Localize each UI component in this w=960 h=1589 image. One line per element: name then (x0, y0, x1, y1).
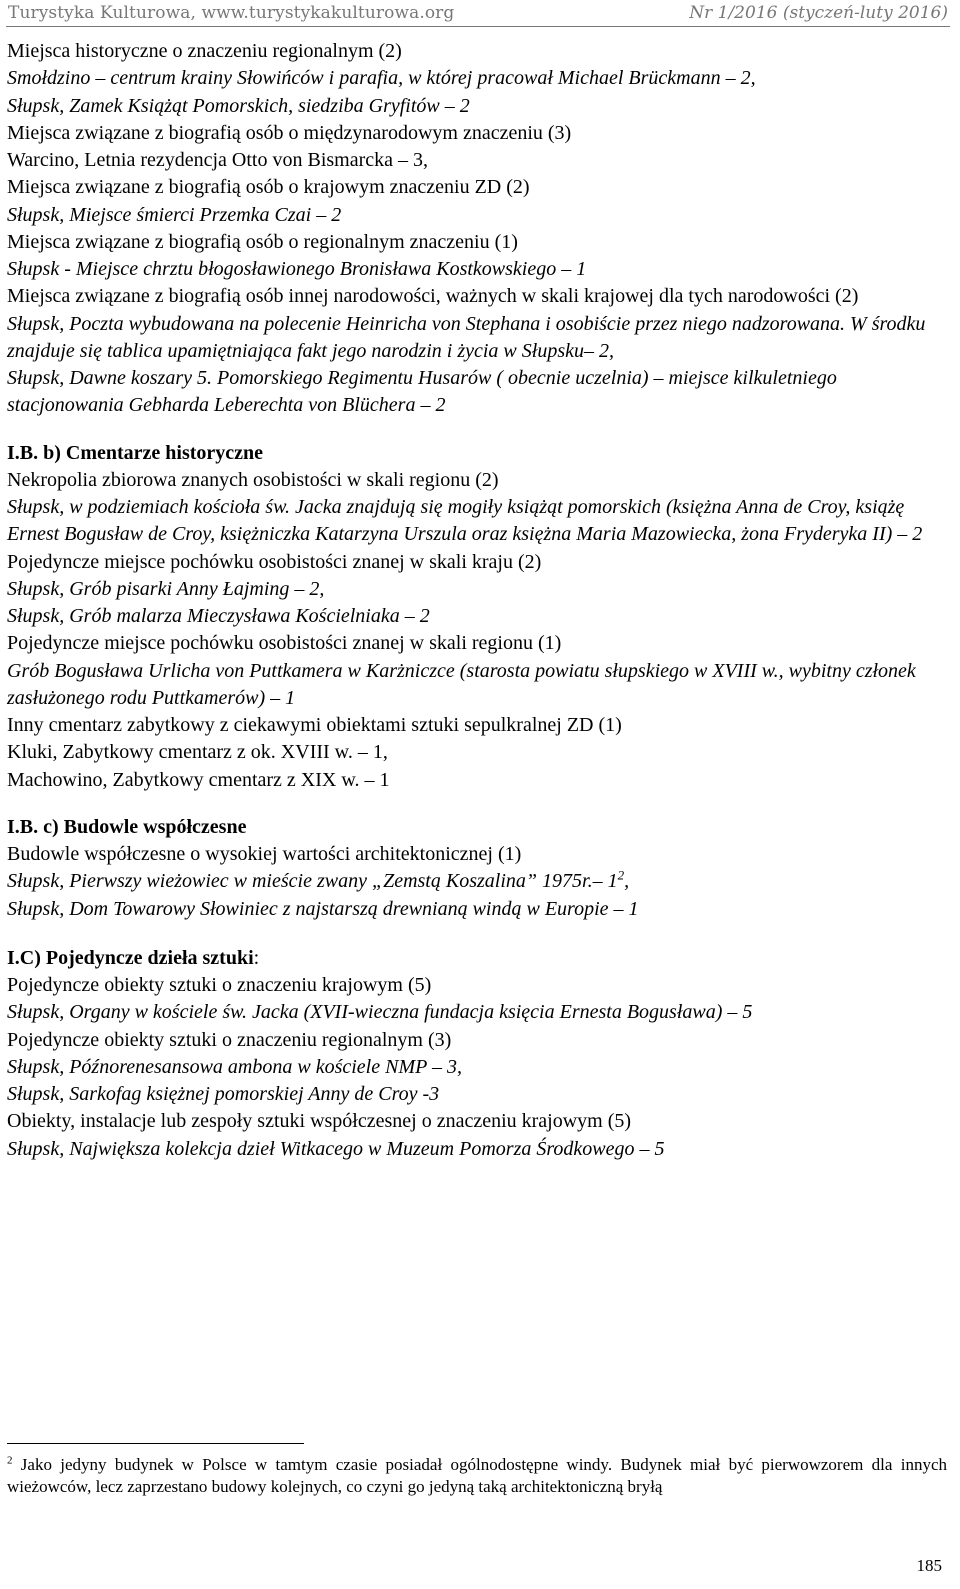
section-heading (7, 814, 949, 841)
entry-tail: , (624, 870, 630, 893)
category-line: Inny cmentarz zabytkowy z ciekawymi obiektami sztuki sepulkralnej ZD (1) (7, 714, 622, 736)
section-title: c) Budowle współczesne (43, 815, 247, 838)
entry-line: Machowino, Zabytkowy cmentarz z XIX w. – 1 (7, 768, 390, 791)
entry-paragraph: Grób Bogusława Urlicha von Puttkamera w Karżniczce (starosta powiatu słupskiego w XVIII w., wybitny członek zasłużonego rodu Puttkamerów) – 1 (7, 659, 916, 709)
section-title: I.C) Pojedyncze dzieła sztuki (7, 946, 254, 969)
category-line: Miejsca związane z biografią osób o międzynarodowym znaczeniu (3) (7, 121, 572, 144)
category-line: Miejsca związane z biografią osób o regionalnym znaczeniu (1) (7, 230, 518, 253)
entry-paragraph: Słupsk, Poczta wybudowana na polecenie Heinricha von Stephana i osobiście przez niego nadzorowana. W środku znajduje się tablica upamiętniająca fakt jego narodzin i życia w Słupsku– 2, (7, 312, 926, 362)
section-prefix: I.B. (7, 815, 39, 838)
entry-line: Słupsk, Grób pisarki Anny Łajming – 2, (7, 577, 325, 600)
entry-line: Warcino, Letnia rezydencja Otto von Bismarcka – 3, (7, 149, 429, 171)
entry-line: Słupsk, Organy w kościele św. Jacka (XVII-wieczna fundacja księcia Ernesta Bogusława) – 5 (7, 1001, 753, 1024)
category-line: Budowle współczesne o wysokiej wartości architektonicznej (1) (7, 843, 522, 865)
entry-line: Słupsk, Miejsce śmierci Przemka Czai – 2 (7, 203, 342, 226)
page-number: 185 (916, 1556, 942, 1575)
category-line: Pojedyncze miejsce pochówku osobistości znanej w skali regionu (1) (7, 632, 562, 655)
footnote-number: 2 (7, 1454, 13, 1467)
entry-line: Słupsk - Miejsce chrztu błogosławionego Bronisława Kostkowskiego – 1 (7, 258, 587, 280)
section-title: b) Cmentarze historyczne (43, 441, 264, 464)
entry-line: Kluki, Zabytkowy cmentarz z ok. XVIII w. – 1, (7, 741, 388, 764)
footnote-divider (7, 1443, 304, 1444)
entry-text: Słupsk, Pierwszy wieżowiec w mieście zwany „Zemstą Koszalina” 1975r.– 1 (7, 870, 618, 893)
entry-line: Słupsk, Późnorenesansowa ambona w kościele NMP – 3, (7, 1055, 462, 1078)
footnote (7, 1454, 947, 1498)
entry-line: Słupsk, Grób malarza Mieczysława Kościelniaka – 2 (7, 605, 430, 627)
entry-line: Słupsk, Zamek Książąt Pomorskich, siedziba Gryfitów – 2 (7, 94, 470, 117)
section-heading (7, 440, 949, 467)
category-line: Pojedyncze obiekty sztuki o znaczeniu krajowym (5) (7, 974, 432, 996)
category-line: Miejsca związane z biografią osób o krajowym znaczeniu ZD (2) (7, 176, 530, 199)
page-header (6, 0, 950, 27)
document-body (7, 38, 949, 1163)
category-line: Miejsca historyczne o znaczeniu regionalnym (2) (7, 40, 402, 62)
section-colon: : (253, 946, 260, 969)
issue-info: Nr 1/2016 (styczeń-luty 2016) (689, 3, 948, 23)
footnote-ref: 2 (617, 867, 625, 883)
journal-title: Turystyka Kulturowa, www.turystykakulturowa.org (8, 3, 455, 23)
footnote-text: Jako jedyny budynek w Polsce w tamtym czasie posiadał ogólnodostępne windy. Budynek miał być pierwowzorem dla innych wieżowców, lecz zaprzestano budowy kolejnych, co czyni go jedyną taką architektoniczną bryłą (7, 1455, 947, 1496)
category-line: Pojedyncze obiekty sztuki o znaczeniu regionalnym (3) (7, 1028, 452, 1051)
entry-paragraph: Słupsk, Dawne koszary 5. Pomorskiego Regimentu Husarów ( obecnie uczelnia) – miejsce kilkuletniego stacjonowania Gebharda Leberechta von Blüchera – 2 (7, 367, 837, 417)
category-line: Obiekty, instalacje lub zespoły sztuki współczesnej o znaczeniu krajowym (5) (7, 1110, 632, 1133)
category-line: Pojedyncze miejsce pochówku osobistości znanej w skali kraju (2) (7, 550, 542, 573)
entry-line (7, 868, 949, 895)
entry-line: Słupsk, Dom Towarowy Słowiniec z najstarszą drewnianą windą w Europie – 1 (7, 897, 639, 920)
category-line: Nekropolia zbiorowa znanych osobistości w skali regionu (2) (7, 468, 499, 491)
entry-line: Słupsk, Największa kolekcja dzieł Witkacego w Muzeum Pomorza Środkowego – 5 (7, 1137, 665, 1160)
entry-line: Słupsk, Sarkofag księżnej pomorskiej Anny de Croy -3 (7, 1083, 440, 1105)
section-heading (7, 945, 949, 972)
entry-line: Smołdzino – centrum krainy Słowińców i parafia, w której pracował Michael Brückmann – 2, (7, 67, 756, 90)
category-line: Miejsca związane z biografią osób innej narodowości, ważnych w skali krajowej dla tych narodowości (2) (7, 285, 859, 308)
entry-paragraph: Słupsk, w podziemiach kościoła św. Jacka znajdują się mogiły książąt pomorskich (księżna Anna de Croy, książę Ernest Bogusław de Croy, księżniczka Katarzyna Urszula oraz księżna Maria Mazowiecka, żona Fryderyka II) – 2 (7, 496, 923, 546)
section-prefix: I.B. (7, 441, 39, 464)
